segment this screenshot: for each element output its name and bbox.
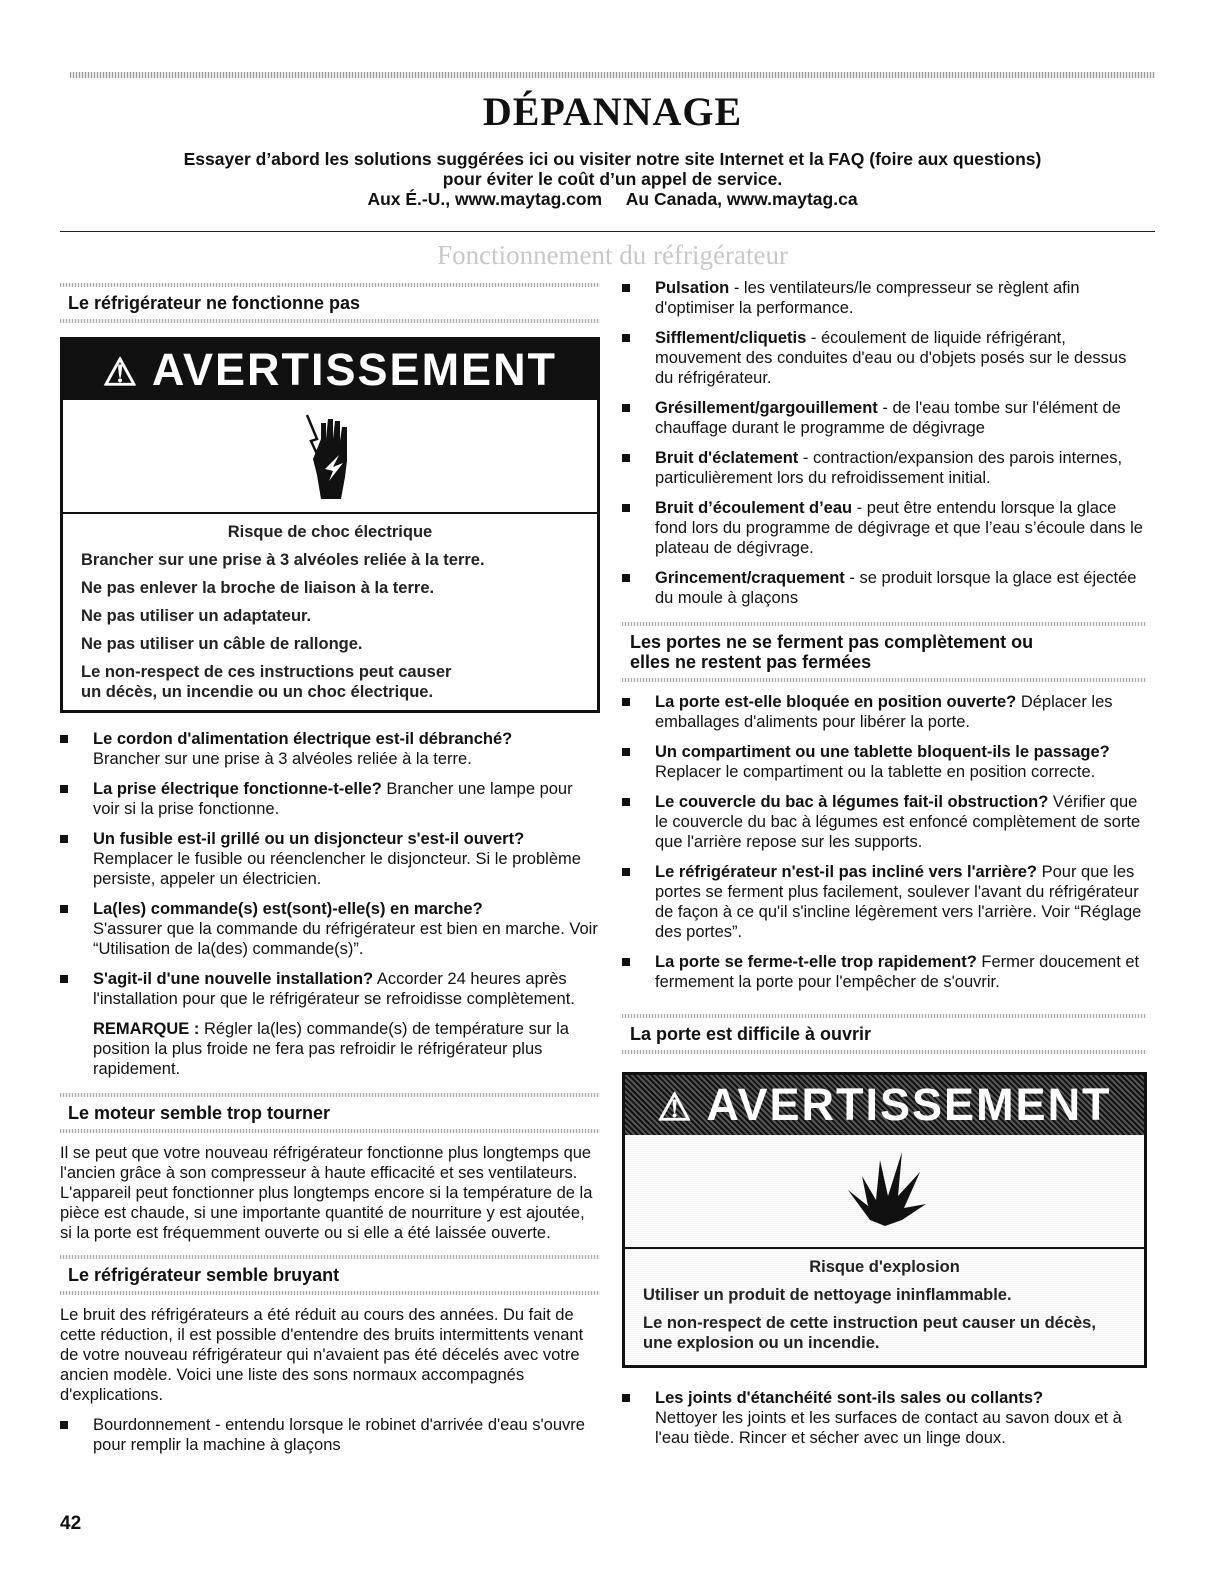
subheading-not-working: Le réfrigérateur ne fonctionne pas bbox=[60, 283, 600, 323]
bullet-icon bbox=[622, 404, 630, 412]
bullet-icon bbox=[622, 334, 630, 342]
paragraph-noisy: Le bruit des réfrigérateurs a été réduit au cours des années. Du fait de cette réduction, il est possible d'entendre des bruits intermittents venant de votre nouveau réfrigérateur qui n'avaient pas été décelés avec votre ancien modèle. Voici une liste des sons normaux accompagnés d'explications. bbox=[60, 1306, 584, 1404]
warning-risk: Risque de choc électrique bbox=[227, 523, 433, 541]
left-column bbox=[60, 283, 600, 1465]
list-item: Un fusible est-il grillé ou un disjoncteur s'est-il ouvert? Remplacer le fusible ou réenclencher le disjoncteur. Si le problème persiste, appeler un électricien. bbox=[60, 829, 600, 889]
bullet-icon bbox=[622, 574, 630, 582]
bullet-icon bbox=[60, 1421, 68, 1429]
bullet-icon bbox=[622, 284, 630, 292]
list-item: Grésillement/gargouillement - de l'eau tombe sur l'élément de chauffage durant le programme de dégivrage bbox=[622, 398, 1147, 438]
paragraph-motor: Il se peut que votre nouveau réfrigérateur fonctionne plus longtemps que l'ancien grâce à son compresseur à haute efficacité et ses ventilateurs. L'appareil peut fonctionner plus longtemps encore si la température de la pièce est chaude, si une importante quantité de nourriture y est ajoutée, si la porte est fréquemment ouverte ou si elle a été laissée ouverte. bbox=[60, 1144, 593, 1242]
list-item: La porte se ferme-t-elle trop rapidement? Fermer doucement et fermement la porte pour l'empêcher de s'ouvrir. bbox=[622, 952, 1147, 992]
subheading-hard-to-open: La porte est difficile à ouvrir bbox=[622, 1014, 1147, 1054]
subheading-doors: Les portes ne se ferment pas complètement ou elles ne restent pas fermées bbox=[622, 622, 1147, 682]
list-item: La(les) commande(s) est(sont)-elle(s) en marche? S'assurer que la commande du réfrigérateur est bien en marche. Voir “Utilisation de la(des) commande(s)”. bbox=[60, 899, 600, 959]
warning-header: ⚠ AVERTISSEMENT bbox=[63, 340, 597, 400]
warning-triangle-icon: ⚠ bbox=[102, 352, 139, 394]
warning-risk: Risque d'explosion bbox=[809, 1258, 960, 1276]
list-item: Le réfrigérateur n'est-il pas incliné vers l'arrière? Pour que les portes se ferment plus facilement, soulever l'avant du réfrigérateur de façon à ce qu'il s'incline légèrement vers l'arrière. Voir “Réglage des portes”. bbox=[622, 862, 1147, 942]
warning-box-explosion bbox=[622, 1072, 1147, 1368]
bullet-icon bbox=[622, 698, 630, 706]
subheading-noisy: Le réfrigérateur semble bruyant bbox=[60, 1255, 600, 1295]
warning-line: Utiliser un produit de nettoyage ininflammable. bbox=[643, 1286, 1012, 1304]
list-item: Bruit d’écoulement d’eau - peut être entendu lorsque la glace fond lors du programme de dégivrage et que l’eau s’écoule dans le plateau de dégivrage. bbox=[622, 498, 1147, 558]
warning-line: Brancher sur une prise à 3 alvéoles reliée à la terre. bbox=[81, 551, 485, 569]
warning-consequence: Le non-respect de cette instruction peut causer un décès, une explosion ou un incendie. bbox=[643, 1314, 1096, 1352]
header-divider bbox=[60, 231, 1155, 232]
page-number: 42 bbox=[60, 1513, 82, 1534]
list-item: Un compartiment ou une tablette bloquent-ils le passage? Replacer le compartiment ou la tablette en position correcte. bbox=[622, 742, 1147, 782]
warning-triangle-icon: ⚠ bbox=[657, 1087, 694, 1129]
bullet-icon bbox=[622, 504, 630, 512]
subheading-motor: Le moteur semble trop tourner bbox=[60, 1093, 600, 1133]
list-item: Le cordon d'alimentation électrique est-il débranché? Brancher sur une prise à 3 alvéoles reliée à la terre. bbox=[60, 729, 600, 769]
bullet-icon bbox=[622, 868, 630, 876]
note: REMARQUE : Régler la(les) commande(s) de température sur la position la plus froide ne fera pas refroidir le réfrigérateur plus rapidement. bbox=[93, 1020, 569, 1078]
warning-line: Ne pas utiliser un adaptateur. bbox=[81, 607, 312, 625]
list-item: Grincement/craquement - se produit lorsque la glace est éjectée du moule à glaçons bbox=[622, 568, 1147, 608]
bullet-icon bbox=[622, 798, 630, 806]
list-item: Pulsation - les ventilateurs/le compresseur se règlent afin d'optimiser la performance. bbox=[622, 278, 1147, 318]
section-title: Fonctionnement du réfrigérateur bbox=[437, 240, 788, 270]
bullet-icon bbox=[60, 835, 68, 843]
list-item: Bruit d'éclatement - contraction/expansion des parois internes, particulièrement lors du refroidissement initial. bbox=[622, 448, 1147, 488]
bullet-icon bbox=[622, 1394, 630, 1402]
warning-header: ⚠ AVERTISSEMENT bbox=[625, 1075, 1144, 1135]
electric-shock-hand-icon bbox=[63, 400, 597, 514]
page-title: DÉPANNAGE bbox=[482, 89, 743, 134]
list-item: La prise électrique fonctionne-t-elle? Brancher une lampe pour voir si la prise fonctionne. bbox=[60, 779, 600, 819]
list-item: La porte est-elle bloquée en position ouverte? Déplacer les emballages d'aliments pour libérer la porte. bbox=[622, 692, 1147, 732]
warning-consequence: Le non-respect de ces instructions peut causer un décès, un incendie ou un choc électrique. bbox=[81, 663, 452, 701]
intro-text bbox=[60, 149, 1165, 209]
list-item: Le couvercle du bac à légumes fait-il obstruction? Vérifier que le couvercle du bac à légumes est enfoncé complètement de sorte que l'arrière repose sur les supports. bbox=[622, 792, 1147, 852]
right-column bbox=[622, 278, 1147, 1458]
bullet-icon bbox=[622, 454, 630, 462]
intro-line-3: Aux É.-U., www.maytag.com Au Canada, www.maytag.ca bbox=[367, 189, 858, 209]
warning-box-electric bbox=[60, 337, 600, 713]
bullet-icon bbox=[60, 735, 68, 743]
intro-line-2: pour éviter le coût d’un appel de service. bbox=[442, 169, 783, 189]
bullet-icon bbox=[622, 748, 630, 756]
intro-line-1: Essayer d’abord les solutions suggérées ici ou visiter notre site Internet et la FAQ (foire aux questions) bbox=[183, 149, 1042, 169]
top-rule bbox=[70, 72, 1155, 78]
list-item: Bourdonnement - entendu lorsque le robinet d'arrivée d'eau s'ouvre pour remplir la machine à glaçons bbox=[60, 1415, 600, 1455]
bullet-icon bbox=[622, 958, 630, 966]
bullet-icon bbox=[60, 905, 68, 913]
list-item: S'agit-il d'une nouvelle installation? Accorder 24 heures après l'installation pour que le réfrigérateur se refroidisse complètement. bbox=[60, 969, 600, 1009]
list-item: Sifflement/cliquetis - écoulement de liquide réfrigérant, mouvement des conduites d'eau ou d'objets posés sur le dessus du réfrigérateur. bbox=[622, 328, 1147, 388]
bullet-icon bbox=[60, 785, 68, 793]
list-item: Les joints d'étanchéité sont-ils sales ou collants? Nettoyer les joints et les surfaces de contact au savon doux et à l'eau tiède. Rincer et sécher avec un linge doux. bbox=[622, 1388, 1147, 1448]
warning-line: Ne pas utiliser un câble de rallonge. bbox=[81, 635, 363, 653]
warning-line: Ne pas enlever la broche de liaison à la terre. bbox=[81, 579, 435, 597]
bullet-icon bbox=[60, 975, 68, 983]
explosion-icon bbox=[625, 1135, 1144, 1249]
